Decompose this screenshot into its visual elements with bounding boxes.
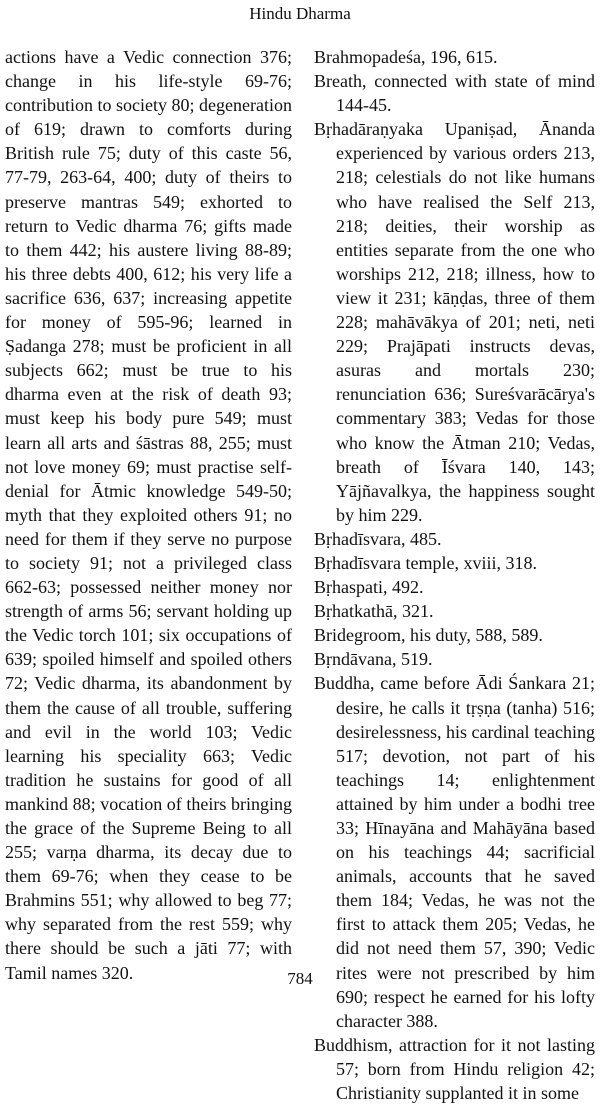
page-number: 784 [287,969,313,988]
index-entry-breath: Breath, connected with state of mind 144-45. [314,71,595,116]
index-entry-brahmopadesa: Brahmopadeśa, 196, 615. [314,47,498,67]
index-entry-brhaspati: Bṛhaspati, 492. [314,577,424,598]
running-head: Hindu Dharma [249,4,351,23]
index-entry-bridegroom: Bridegroom, his duty, 588, 589. [314,625,543,646]
index-entry-brndavana: Bṛndāvana, 519. [314,649,433,670]
index-entry-brhadisvara-temple: Bṛhadīsvara temple, xviii, 318. [314,552,537,573]
index-entry-brhatkatha: Bṛhatkathā, 321. [314,601,434,622]
index-entry-brhadaranyaka: Bṛhadāraṇyaka Upaniṣad, Ānanda experienced by various orders 213, 218; celestials do not like humans who have realised the Self 213, 218; deities, their worship as entities separate from the one who worships 212, 218; illness, how to view it 231; kāṇḍas, three of them 228; mahāvākya of 201; neti, neti 229; Prajāpati instructs devas, asuras and mortals 230; renunciation 636; Sureśvarācārya's commentary 383; Vedas for those who know the Ātman 210; Vedas, breath of Īśvara 140, 143; Yājñavalkya, the happiness sought by him 229. [314,119,595,525]
index-column-right [314,45,595,1105]
index-entry-continued: actions have a Vedic connection 376; change in his life-style 69-76; contribution to society 80; degeneration of 619; drawn to comforts during British rule 75; duty of this caste 56, 77-79, 263-64, 400; duty of theirs to preserve mantras 549; exhorted to return to Vedic dharma 76; gifts made to them 442; his austere living 88-89; his three debts 400, 612; his very life a sacrifice 636, 637; increasing appetite for money of 595-96; learned in Ṣadanga 278; must be proficient in all subjects 662; must be true to his dharma even at the risk of death 93; must keep his body pure 549; must learn all arts and śāstras 88, 255; must not love money 69; must practise self-denial for Ātmic knowledge 549-50; myth that they exploited others 91; no need for them if they serve no purpose to society 91; not a privileged class 662-63; possessed neither money nor strength of arms 56; servant holding up the Vedic torch 101; six occupations of 639; spoiled himself and spoiled others 72; Vedic dharma, its abandonment by them the cause of all trouble, suffering and evil in the world 103; Vedic learning his speciality 663; Vedic tradition he sustains for good of all mankind 88; vocation of theirs bringing the grace of the Supreme Being to all 255; varṇa dharma, its decay due to them 69-76; when they cease to be Brahmins 551; why allowed to beg 77; why separated from the rest 559; why there should be such a jāti 77; with Tamil names 320. [5,47,292,983]
index-entry-buddha: Buddha, came before Ādi Śankara 21; desire, he calls it tṛṣṇa (tanha) 516; desirelessness, his cardinal teaching 517; devotion, not part of his teachings 14; enlightenment attained by him under a bodhi tree 33; Hīnayāna and Mahāyāna based on his teachings 44; sacrificial animals, accounts that he saved them 184; Vedas, he was not the first to attack them 205; Vedas, he did not need them 57, 390; Vedic rites were not prescribed by him 690; respect he earned for his lofty character 388. [314,673,595,1031]
index-column-left [5,45,292,985]
index-entry-buddhism: Buddhism, attraction for it not lasting 57; born from Hindu religion 42; Christianity supplanted it in some [314,1034,595,1104]
index-entry-brhadisvara: Bṛhadīsvara, 485. [314,528,442,549]
